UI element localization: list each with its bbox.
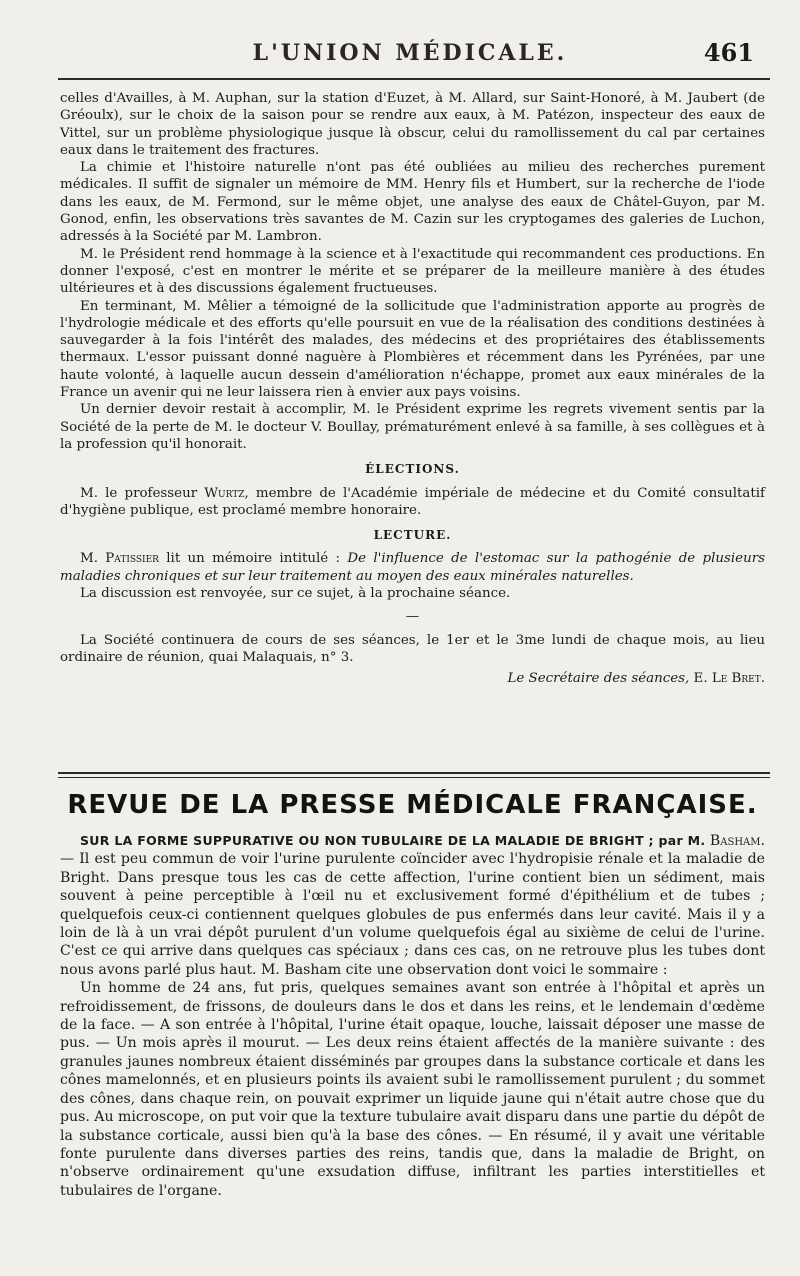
signature-name: E. Le Bret. xyxy=(693,671,765,687)
page-number: 461 xyxy=(703,38,754,67)
lecture-heading: LECTURE. xyxy=(373,528,452,543)
separator-dash: — xyxy=(405,609,420,625)
text-fragment: M. le professeur xyxy=(80,485,205,501)
paragraph: La chimie et l'histoire naturelle n'ont pas été oubliées au milieu des recherches purement médicales. Il suffit de signaler un mémoire de MM. Henry fils et Humbert, sur la recherche de l'iode dans les eaux, de M. Fermond, sur le même objet, une analyse des eaux de Châtel-Guyon, par M. Gonod, enfin, les observations très savantes de M. Cazin sur les cryptogames des galeries de Luchon, adressés à la Société par M. Lambron. xyxy=(60,160,765,245)
text-fragment: lit un mémoire intitulé : xyxy=(158,551,348,567)
revue-heading-paragraph xyxy=(60,832,765,979)
paragraph: Un dernier devoir restait à accomplir, M. le Président exprime les regrets vivement sentis par la Société de la perte de M. le docteur V. Boullay, prématurément enlevé à sa famille, à ses collègues et à la profession qu'il honorait. xyxy=(60,402,765,452)
text-fragment: , membre de l'Académie impériale de médecine et du Comité consultatif d'hygiène publique, est proclamé membre honoraire. xyxy=(60,485,765,518)
discussion-note: La discussion est renvoyée, sur ce sujet, à la prochaine séance. xyxy=(80,586,511,602)
page-header xyxy=(60,30,760,74)
lecture-paragraph xyxy=(60,550,765,585)
person-name: Patissier xyxy=(105,551,159,567)
header-rule xyxy=(58,78,770,80)
paragraph: M. le Président rend hommage à la science et à l'exactitude qui recommandent ces productions. En donner l'exposé, c'est en montrer le mérite et se préparer de la meilleure manière à des études ultérieures et à des discussions également fructueuses. xyxy=(60,246,765,297)
paragraph: En terminant, M. Mêlier a témoigné de la sollicitude que l'administration apporte au progrès de l'hydrologie médicale et des efforts qu'elle poursuit en vue de la réalisation des conditions destinées à sauvegarder à la fois l'intérêt des malades, des médecins et des propriétaires des établissements thermaux. L'essor puissant donné naguère à Plombières et récemment dans les Pyrénées, par une haute volonté, à laquelle aucun dessein d'amélioration n'échappe, promet aux eaux minérales de la France un avenir qui ne leur laissera rien à envier aux pays voisins. xyxy=(60,298,765,401)
section-proceedings xyxy=(60,90,765,688)
section-revue xyxy=(60,832,765,1200)
text-fragment: M. xyxy=(80,551,106,567)
revue-title: REVUE DE LA PRESSE MÉDICALE FRANÇAISE. xyxy=(67,790,758,820)
paragraph: celles d'Availles, à M. Auphan, sur la station d'Euzet, à M. Allard, sur Saint-Honoré, à M. Jaubert (de Gréoulx), sur le choix de la saison pour se rendre aux eaux, à M. Patézon, inspecteur des eaux de Vittel, sur un problème physiologique jusque là obscur, celui du ramollissement du cal par certaines eaux dans le traitement des fractures. xyxy=(60,91,765,158)
signature xyxy=(60,670,765,687)
article-subheading: SUR LA FORME SUPPURATIVE OU NON TUBULAIRE DE LA MALADIE DE BRIGHT ; par M. xyxy=(80,833,706,848)
elections-paragraph xyxy=(60,485,765,520)
signature-role: Le Secrétaire des séances, xyxy=(507,671,690,687)
memoir-title: De l'influence de l'estomac sur la pathogénie de plusieurs maladies chroniques et sur leur traitement au moyen des eaux minérales naturelles. xyxy=(60,551,765,584)
paragraph: Un homme de 24 ans, fut pris, quelques semaines avant son entrée à l'hôpital et après un refroidissement, de frissons, de douleurs dans le dos et dans les reins, et le lendemain d'œdème de la face. — A son entrée à l'hôpital, l'urine était opaque, louche, laissait déposer une masse de pus. — Un mois après il mourut. — Les deux reins étaient affectés de la manière suivante : des granules jaunes nombreux étaient disséminés par groupes dans la substance corticale et dans les cônes mamelonnés, et en plusieurs points ils avaient subi le ramollissement purulent ; du sommet des cônes, dans chaque rein, on pouvait exprimer un liquide jaune qui n'était autre chose que du pus. Au microscope, on put voir que la texture tubulaire avait disparu dans une partie du dépôt de la substance corticale, aussi bien qu'à la base des cônes. — En résumé, il y avait une véritable fonte purulente dans diverses parties des reins, tandis que, dans la maladie de Bright, on n'observe ordinairement qu'une exsudation diffuse, infiltrant les parties interstitielles et tubulaires de l'organe. xyxy=(60,980,765,1199)
section-rule-thin xyxy=(58,777,770,778)
person-name: Wurtz xyxy=(204,485,245,501)
elections-heading: ÉLECTIONS. xyxy=(365,462,460,477)
paragraph: — Il est peu commun de voir l'urine purulente coïncider avec l'hydropisie rénale et la maladie de Bright. Dans presque tous les cas de cette affection, l'urine contient bien un sédiment, mais souvent à peine perceptible à l'œil nu et exclusivement formé d'épithélium et de tubes ; quelquefois ceux-ci contiennent quelques globules de pus enfermés dans leur cavité. Mais il y a loin de là à un vrai dépôt purulent d'un volume quelquefois égal au sixième de celui de l'urine. C'est ce qui arrive dans quelques cas spéciaux ; dans ces cas, on ne retrouve plus les tubes dont nous avons parlé plus haut. M. Basham cite une observation dont voici le sommaire : xyxy=(60,851,765,978)
article-author: Basham. xyxy=(709,833,765,849)
closing-paragraph: La Société continuera de cours de ses séances, le 1er et le 3me lundi de chaque mois, au lieu ordinaire de réunion, quai Malaquais, n° 3. xyxy=(60,632,765,665)
section-rule xyxy=(58,772,770,774)
running-title: L'UNION MÉDICALE. xyxy=(252,40,568,66)
